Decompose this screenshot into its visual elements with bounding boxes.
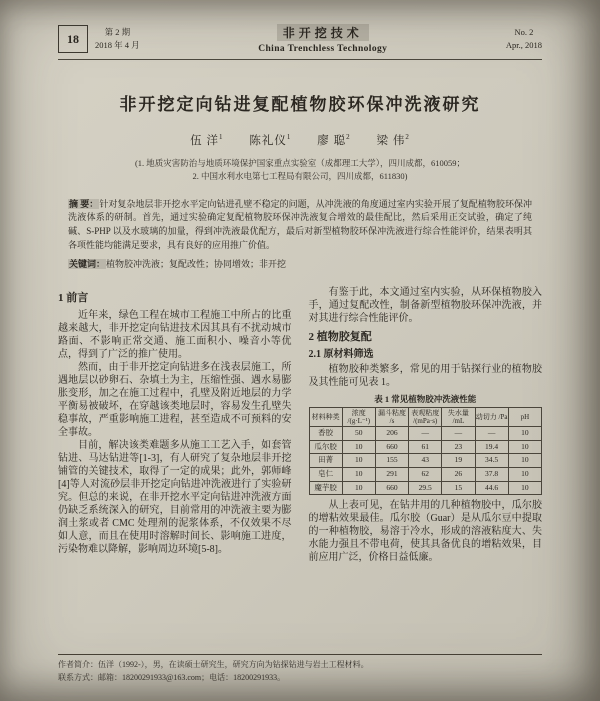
page-number: 18 (58, 25, 88, 53)
table-cell: 43 (409, 454, 442, 468)
journal-title-block (258, 24, 387, 54)
affiliations (0, 157, 600, 183)
table-cell: 香胶 (309, 427, 342, 441)
journal-header (58, 24, 542, 54)
left-column (58, 286, 292, 565)
table-cell: 660 (375, 481, 408, 495)
column-header: 动切力 /Pa (475, 408, 508, 427)
table-cell: 10 (508, 468, 541, 482)
author-affiliation-sup: 2 (346, 133, 351, 142)
section-2-1-paragraph-2: 从上表可见，在钻井用的几种植物胶中，瓜尔胶的增粘效果最佳。瓜尔胶（Guar）是从瓜尔豆中提取的一种植物胶，易溶于冷水，形成的溶液粘度大、失水能力强且不带电荷，使其具备优良的增粘效果，目前应用广泛，价格日益低廉。 (308, 500, 542, 564)
table-row (309, 481, 542, 495)
keywords-block (68, 258, 532, 272)
section-1-heading: 1 前言 (58, 291, 89, 304)
table-cell: 291 (375, 468, 408, 482)
author-name: 伍 洋 (190, 135, 219, 147)
column-header: 材料种类 (309, 408, 342, 427)
table-cell: 44.6 (475, 481, 508, 495)
table-cell: 29.5 (409, 481, 442, 495)
date-en: Apr., 2018 (505, 40, 542, 50)
table-cell: 19.4 (475, 440, 508, 454)
article-title: 非开挖定向钻进复配植物胶环保冲洗液研究 (119, 95, 481, 114)
author-affiliation-sup: 1 (286, 133, 292, 142)
keywords-label: 关键词： (69, 259, 106, 270)
abstract-block (68, 198, 532, 254)
table-row (309, 427, 542, 441)
table-cell: 155 (375, 454, 408, 468)
affiliation-line: (1. 地质灾害防治与地质环境保护国家重点实验室（成都理工大学），四川成都，610059； (134, 158, 466, 168)
header-divider (58, 59, 542, 60)
table-cell: 62 (409, 468, 442, 482)
abstract-text: 针对复杂地层非开挖水平定向钻进孔壁不稳定的问题，从冲洗液的角度通过室内实验开展了复配植物胶环保冲洗液体系的研制。首先，通过实验确定复配植物胶环保冲洗液复合增效的最佳配比，然后采用正交试验，确定了纯碱、S-PHP 以及水玻璃的加量，得到冲洗液最优配方，最后对新型植物胶环保冲洗液进行综合性能评价，结果表明其各项性能均能满足要求，具有良好的应用推广价值。 (68, 198, 532, 251)
author-list (0, 132, 600, 148)
plant-gum-properties-table (309, 407, 543, 495)
table-cell: 23 (442, 440, 475, 454)
table-cell: — (442, 427, 475, 441)
author-bio-line: 作者简介：伍洋（1992-），男，在读硕士研究生，研究方向为钻探钻进与岩土工程材料。 (58, 660, 369, 670)
table-cell: 206 (375, 427, 408, 441)
abstract-label: 摘 要： (69, 198, 99, 209)
author-contact-line: 联系方式：邮箱：18200291933@163.com；电话：18200291933。 (58, 673, 286, 683)
issue-date-cn (95, 26, 140, 52)
right-column (309, 286, 543, 565)
keywords-text: 植物胶冲洗液；复配改性；协同增效；非开挖 (106, 259, 287, 270)
section-2-intro-paragraph: 有鉴于此，本文通过室内实验，从环保植物胶入手，通过复配改性，制备新型植物胶环保冲洗液，并对其进行综合性能评价。 (308, 286, 542, 324)
author-name: 廖 聪 (317, 135, 347, 147)
column-header: 失水量 /mL (442, 408, 475, 427)
column-header: pH (508, 408, 541, 427)
table-cell: 10 (508, 427, 541, 441)
journal-title-en: China Trenchless Technology (258, 44, 388, 54)
table-cell: 19 (442, 454, 475, 468)
section-2-1-heading: 2.1 原材料筛选 (308, 349, 374, 361)
table-cell: 10 (508, 454, 541, 468)
author (377, 135, 410, 147)
author-name: 梁 伟 (376, 135, 406, 147)
table-cell: 10 (508, 481, 541, 495)
table-cell: — (475, 427, 508, 441)
date-cn: 2018 年 4 月 (95, 40, 140, 50)
table-cell: 26 (442, 468, 475, 482)
table-cell: 37.8 (475, 468, 508, 482)
column-header: 漏斗粘度 /s (375, 408, 408, 427)
issue-en: No. 2 (514, 27, 534, 38)
table-cell: 田菁 (309, 454, 342, 468)
table-cell: 10 (342, 481, 375, 495)
table-row (309, 440, 542, 454)
section-1-paragraph-2: 然而，由于非开挖定向钻进多在浅表层施工，所遇地层以砂卵石、杂填土为主，压缩性强、遇水易膨胀变形，加之在施工过程中，孔壁及附近地层的力学平衡易被破坏，在穿越该类地层时，容易发生孔壁失稳事故，严重影响施工进程，甚至造成不可预料的安全事故。 (58, 362, 292, 439)
table-cell: 50 (342, 427, 375, 441)
header-left-block (58, 25, 140, 53)
author-affiliation-sup: 1 (219, 133, 224, 142)
table-cell: 10 (508, 440, 541, 454)
author (317, 135, 350, 147)
table-cell: 瓜尔胶 (309, 440, 342, 454)
table-cell: — (409, 427, 442, 441)
section-2-1-paragraph-1: 植物胶种类繁多，常见的用于钻探行业的植物胶及其性能可见表 1。 (308, 364, 542, 389)
table-cell: 61 (409, 440, 442, 454)
column-header: 浓度 /(g·L⁻¹) (342, 408, 375, 427)
journal-title-cn: 非开挖技术 (277, 24, 369, 41)
body-columns (58, 286, 542, 565)
table-cell: 魔芋胶 (309, 481, 342, 495)
table-cell: 10 (342, 468, 375, 482)
author (190, 135, 223, 147)
section-2-heading: 2 植物胶复配 (308, 330, 372, 343)
table-header-row (309, 408, 542, 427)
table-cell: 34.5 (475, 454, 508, 468)
table-cell: 10 (342, 454, 375, 468)
author-bio-footer (58, 654, 542, 685)
table-row (309, 468, 542, 482)
table-row (309, 454, 542, 468)
table-cell: 660 (375, 440, 408, 454)
author-affiliation-sup: 2 (405, 133, 410, 142)
section-1-paragraph-3: 目前，解决该类难题多从施工工艺入手，如套管钻进、马达钻进等[1-3]，有人研究了复杂地层非开挖铺管的关键技术，取得了一定的成果；此外，郭师峰[4]等人对流砂层非开挖定向钻进冲洗液进行了实验研究。但总的来说，在非开挖水平定向钻进冲洗液方面仍缺乏系统深入的研究，目前常用的冲洗液主要为膨润土浆或者 CMC 处理剂的泥浆体系，不仅效果不尽如人意，而且在使用时溶解时间长、影响施工进度，污染物难以降解，影响周边环境[5-8]。 (58, 440, 292, 556)
table-cell: 皂仁 (309, 468, 342, 482)
issue-cn: 第 2 期 (104, 27, 131, 38)
author-name: 陈礼仪 (249, 135, 287, 147)
issue-date-en (506, 26, 542, 52)
table-cell: 15 (442, 481, 475, 495)
author (249, 135, 291, 147)
table-cell: 10 (342, 440, 375, 454)
affiliation-line: 2. 中国水利水电第七工程局有限公司，四川成都，611830) (192, 170, 408, 181)
column-header: 表观粘度 /(mPa·s) (409, 408, 442, 427)
table-1-caption: 表 1 常见植物胶冲洗液性能 (374, 394, 477, 405)
section-1-paragraph-1: 近年来，绿色工程在城市工程施工中所占的比重越来越大，非开挖定向钻进技术因其具有不扰动城市路面、不影响正常交通、施工面积小、噪音小等优点，得到了广泛的推广使用。 (58, 310, 292, 361)
